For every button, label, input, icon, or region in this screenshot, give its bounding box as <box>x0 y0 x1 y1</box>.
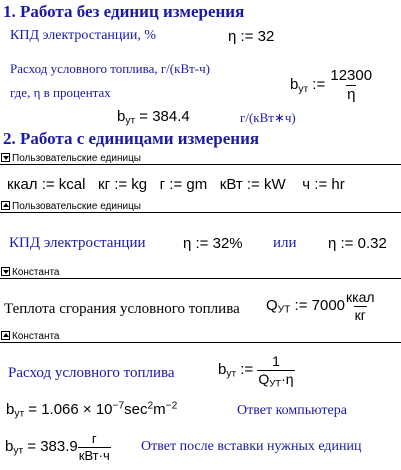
eta-assignment[interactable]: η := 32 <box>228 28 275 45</box>
b-ut-final-result[interactable]: $b_{ут} = 383.9$ $\frac{г}{\text{кВт·ч}}$ <box>5 431 110 463</box>
region-user-units-end[interactable] <box>0 200 401 213</box>
b-ut-result-1[interactable]: $b_{ут} = 384.4$ <box>117 108 190 127</box>
b-ut-formula-1[interactable]: $b_{ут}$ := $\frac{12300}{\eta}$ <box>290 67 373 103</box>
fuel-consumption-label: Расход условного топлива, г/(кВт-ч) <box>10 61 210 76</box>
computer-answer-label: Ответ компьютера <box>237 403 347 418</box>
b-ut-formula-2[interactable]: $b_{ут}$ := $\frac{1}{Q_{УТ}\cdot\eta}$ <box>218 353 294 390</box>
expand-triangle-icon[interactable] <box>1 153 10 162</box>
final-answer-label: Ответ после вставки нужных единиц <box>141 439 362 454</box>
region-label: Константа <box>12 267 60 278</box>
eta-percent-assignment[interactable]: η := 32% <box>183 235 243 252</box>
section1-title: 1. Работа без единиц измерения <box>3 2 245 21</box>
b-ut-computer-result[interactable]: $b_{ут} = 1.066 \times 10^{-7}\sec^2m^{-2}$ <box>6 400 178 420</box>
kpd-label-2: КПД электростанции <box>9 235 146 251</box>
or-label: или <box>273 235 297 251</box>
region-constant-end[interactable] <box>0 330 401 343</box>
region-constant-start[interactable] <box>0 266 401 279</box>
q-ut-assignment[interactable]: $Q_{УТ}$ := 7000 $\frac{\text{ккал}}{кг}$ <box>266 289 375 323</box>
fuel-consumption-label-2: Расход условного топлива <box>8 365 175 381</box>
unit-def[interactable]: г := gm <box>159 176 208 193</box>
region-user-units-collapsed[interactable] <box>0 152 401 165</box>
unit-definitions[interactable] <box>7 177 345 192</box>
region-label: Пользовательские единицы <box>12 201 141 212</box>
unit-def[interactable]: кг := kg <box>98 176 148 193</box>
kpd-label: КПД электростанции, % <box>10 28 157 43</box>
heat-of-combustion-label: Теплота сгорания условного топлива <box>4 301 240 317</box>
where-eta-percent-label: где, η в процентах <box>10 85 111 100</box>
unit-def[interactable]: ккал := kcal <box>7 176 86 193</box>
unit-def[interactable]: ч := hr <box>302 176 345 193</box>
b-ut-result-1-unit: г/(кВт∗ч) <box>240 110 296 125</box>
section2-title: 2. Работа с единицами измерения <box>3 129 260 148</box>
region-label: Пользовательские единицы <box>12 153 141 164</box>
collapse-triangle-icon[interactable] <box>1 201 10 210</box>
region-label: Константа <box>12 331 60 342</box>
eta-decimal-assignment[interactable]: η := 0.32 <box>328 235 387 252</box>
collapse-triangle-icon[interactable] <box>1 331 10 340</box>
unit-def[interactable]: кВт := kW <box>219 176 286 193</box>
expand-triangle-icon[interactable] <box>1 267 10 276</box>
